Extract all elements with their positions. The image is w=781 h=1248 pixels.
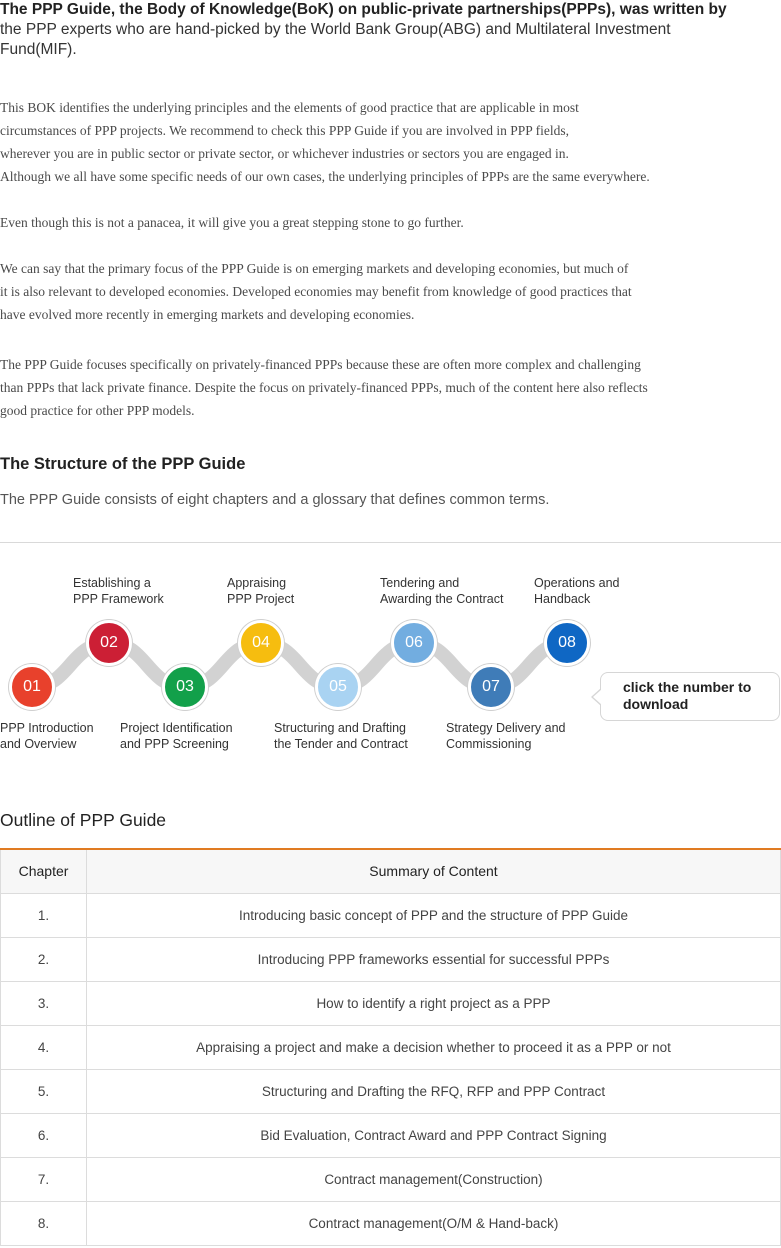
table-row bbox=[1, 1201, 781, 1245]
chapter-08-button[interactable]: 08 bbox=[544, 620, 590, 666]
paragraph-line: good practice for other PPP models. bbox=[0, 403, 195, 418]
paragraph-bok bbox=[0, 96, 781, 188]
paragraph-panacea bbox=[0, 211, 781, 234]
chapter-number: 5. bbox=[1, 1069, 87, 1113]
chapter-01-label: PPP Introduction and Overview bbox=[0, 721, 94, 751]
chapter-summary: Contract management(Construction) bbox=[87, 1157, 781, 1201]
paragraph-line: wherever you are in public sector or private sector, or whichever industries or sectors you are engaged in. bbox=[0, 146, 569, 161]
paragraph-line: than PPPs that lack private finance. Despite the focus on privately-financed PPPs, much of the content here also reflects bbox=[0, 380, 648, 395]
paragraph-line: Although we all have some specific needs of our own cases, the underlying principles of PPPs are the same everywhere. bbox=[0, 169, 650, 184]
chapter-summary: Introducing PPP frameworks essential for successful PPPs bbox=[87, 937, 781, 981]
table-row bbox=[1, 937, 781, 981]
paragraph-line: We can say that the primary focus of the PPP Guide is on emerging markets and developing economies, but much of bbox=[0, 261, 629, 276]
table-header-row bbox=[1, 849, 781, 893]
intro-text bbox=[0, 0, 781, 60]
chapter-07-label: Strategy Delivery and Commissioning bbox=[446, 721, 566, 751]
chapter-05-button[interactable]: 05 bbox=[315, 664, 361, 710]
chapter-number: 1. bbox=[1, 893, 87, 937]
chapter-summary: How to identify a right project as a PPP bbox=[87, 981, 781, 1025]
chapter-number: 4. bbox=[1, 1025, 87, 1069]
structure-description: The PPP Guide consists of eight chapters and a glossary that defines common terms. bbox=[0, 492, 550, 508]
chapter-06-button[interactable]: 06 bbox=[391, 620, 437, 666]
paragraph-line: circumstances of PPP projects. We recommend to check this PPP Guide if you are involved in PPP fields, bbox=[0, 123, 569, 138]
chapter-number: 8. bbox=[1, 1201, 87, 1245]
chapter-04-button[interactable]: 04 bbox=[238, 620, 284, 666]
chapter-02-label: Establishing a PPP Framework bbox=[73, 576, 164, 606]
chapter-summary: Bid Evaluation, Contract Award and PPP Contract Signing bbox=[87, 1113, 781, 1157]
paragraph-line: This BOK identifies the underlying principles and the elements of good practice that are applicable in most bbox=[0, 100, 579, 115]
paragraph-focus bbox=[0, 257, 781, 326]
table-row bbox=[1, 1113, 781, 1157]
chapter-05-label: Structuring and Drafting the Tender and Contract bbox=[274, 721, 408, 751]
chapter-03-button[interactable]: 03 bbox=[162, 664, 208, 710]
chapter-01-button[interactable]: 01 bbox=[9, 664, 55, 710]
chapter-summary: Introducing basic concept of PPP and the structure of PPP Guide bbox=[87, 893, 781, 937]
paragraph-private-finance bbox=[0, 353, 781, 422]
intro-line: the PPP experts who are hand-picked by the World Bank Group(ABG) and Multilateral Investment bbox=[0, 21, 671, 38]
table-row bbox=[1, 981, 781, 1025]
download-hint-callout: click the number to download bbox=[600, 672, 780, 721]
table-row bbox=[1, 1069, 781, 1113]
paragraph-line: Even though this is not a panacea, it will give you a great stepping stone to go further. bbox=[0, 215, 464, 230]
chapter-summary: Contract management(O/M & Hand-back) bbox=[87, 1201, 781, 1245]
intro-line: The PPP Guide, the Body of Knowledge(BoK) on public-private partnerships(PPPs), was written by bbox=[0, 1, 727, 18]
divider bbox=[0, 542, 781, 543]
chapter-number: 6. bbox=[1, 1113, 87, 1157]
chapter-08-label: Operations and Handback bbox=[534, 576, 620, 606]
chapter-number: 3. bbox=[1, 981, 87, 1025]
paragraph-line: The PPP Guide focuses specifically on privately-financed PPPs because these are often more complex and challenging bbox=[0, 357, 641, 372]
chapter-diagram bbox=[0, 560, 781, 770]
outline-table bbox=[0, 848, 781, 1246]
column-header-summary: Summary of Content bbox=[87, 849, 781, 893]
chapter-02-button[interactable]: 02 bbox=[86, 620, 132, 666]
chapter-04-label: Appraising PPP Project bbox=[227, 576, 295, 606]
structure-heading: The Structure of the PPP Guide bbox=[0, 455, 246, 473]
outline-heading: Outline of PPP Guide bbox=[0, 810, 167, 830]
callout-pointer-fill bbox=[593, 689, 602, 705]
intro-line: Fund(MIF). bbox=[0, 41, 77, 58]
column-header-chapter: Chapter bbox=[1, 849, 87, 893]
table-row bbox=[1, 893, 781, 937]
paragraph-line: it is also relevant to developed economies. Developed economies may benefit from knowledge of good practices that bbox=[0, 284, 632, 299]
chapter-number: 2. bbox=[1, 937, 87, 981]
chapter-summary: Appraising a project and make a decision whether to proceed it as a PPP or not bbox=[87, 1025, 781, 1069]
chapter-06-label: Tendering and Awarding the Contract bbox=[380, 576, 504, 606]
paragraph-line: have evolved more recently in emerging markets and developing economies. bbox=[0, 307, 415, 322]
chapter-07-button[interactable]: 07 bbox=[468, 664, 514, 710]
chapter-03-label: Project Identification and PPP Screening bbox=[120, 721, 233, 751]
chapter-number: 7. bbox=[1, 1157, 87, 1201]
table-row bbox=[1, 1025, 781, 1069]
chapter-summary: Structuring and Drafting the RFQ, RFP and PPP Contract bbox=[87, 1069, 781, 1113]
table-row bbox=[1, 1157, 781, 1201]
